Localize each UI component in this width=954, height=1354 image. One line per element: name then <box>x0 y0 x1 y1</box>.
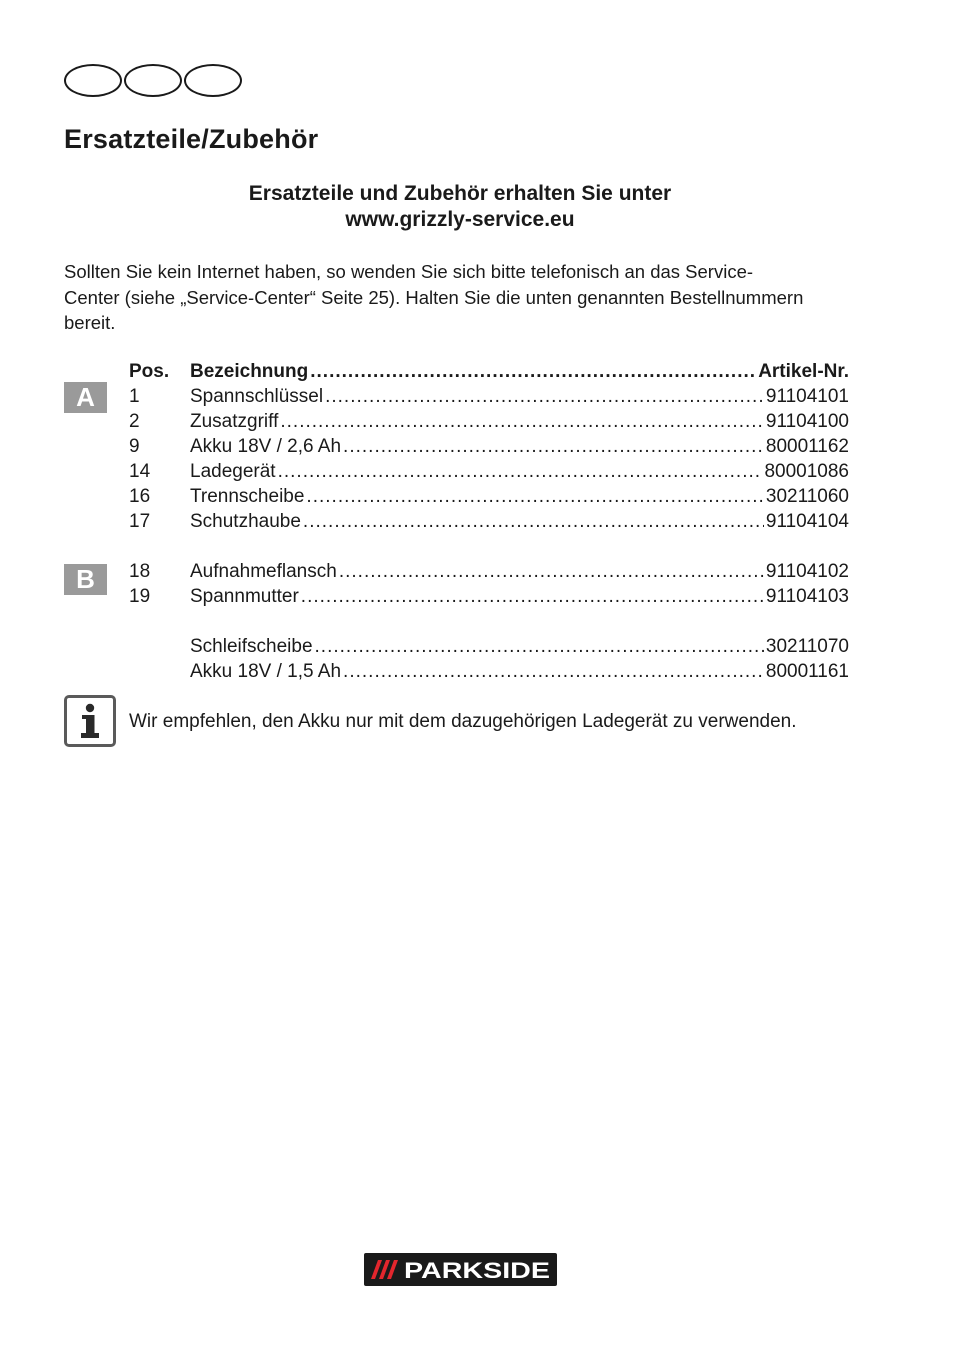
table-header <box>129 359 849 384</box>
figure-marker-a: A <box>64 382 107 413</box>
logo-text: PARKSIDE <box>404 1258 550 1283</box>
row-number: 91104104 <box>765 511 849 532</box>
subheading-line-1: Ersatzteile und Zubehör erhalten Sie unter <box>248 182 672 205</box>
table-row <box>129 459 849 484</box>
header-number: Artikel-Nr. <box>758 361 849 382</box>
row-name: Schutzhaube <box>190 511 301 532</box>
table-row <box>129 434 849 459</box>
row-number: 91104101 <box>765 386 849 407</box>
dot-leader <box>303 509 764 534</box>
info-icon-glyph <box>67 698 113 744</box>
row-name: Zusatzgriff <box>190 411 279 432</box>
page-title: Ersatzteile/Zubehör <box>64 124 319 154</box>
row-pos: 9 <box>129 436 140 457</box>
table-row <box>129 584 849 609</box>
row-number: 91104100 <box>765 411 849 432</box>
info-note: Wir empfehlen, den Akku nur mit dem dazugehörigen Ladegerät zu verwenden. <box>129 711 797 732</box>
intro-line: Sollten Sie kein Internet haben, so wenden Sie sich bitte telefonisch an das Service- <box>64 261 754 282</box>
row-number: 91104102 <box>765 561 849 582</box>
language-oval <box>64 64 122 97</box>
row-name: Schleifscheibe <box>190 636 313 657</box>
row-number: 91104103 <box>765 586 849 607</box>
dot-leader <box>325 384 764 409</box>
row-pos: 18 <box>129 561 151 582</box>
row-name: Spannmutter <box>190 586 299 607</box>
table-row <box>129 484 849 509</box>
language-oval <box>124 64 182 97</box>
row-number: 80001162 <box>765 436 849 457</box>
header-name: Bezeichnung <box>190 361 309 382</box>
intro-line: bereit. <box>64 312 116 333</box>
table-row <box>129 384 849 409</box>
header-pos: Pos. <box>129 361 170 382</box>
row-number: 30211070 <box>765 636 849 657</box>
language-ovals <box>64 64 242 97</box>
intro-line: Center (siehe „Service-Center“ Seite 25). Halten Sie die unten genannten Bestellnummern <box>64 286 804 308</box>
figure-marker-b: B <box>64 564 107 595</box>
parkside-logo <box>364 1253 557 1286</box>
row-name: Aufnahmeflansch <box>190 561 337 582</box>
table-row <box>129 409 849 434</box>
table-row <box>129 659 849 684</box>
dot-leader <box>315 634 764 659</box>
row-name: Akku 18V / 2,6 Ah <box>190 436 342 457</box>
table-row <box>129 559 849 584</box>
dot-leader <box>306 484 763 509</box>
dot-leader <box>339 559 764 584</box>
row-pos: 1 <box>129 386 140 407</box>
row-pos: 16 <box>129 486 151 507</box>
dot-leader <box>343 659 764 684</box>
dot-leader <box>310 359 756 384</box>
service-url: www.grizzly-service.eu <box>345 208 575 231</box>
dot-leader <box>280 409 764 434</box>
dot-leader <box>278 459 763 484</box>
dot-leader <box>301 584 764 609</box>
row-number: 30211060 <box>765 486 849 507</box>
table-row <box>129 634 849 659</box>
row-number: 80001086 <box>764 461 849 482</box>
row-number: 80001161 <box>765 661 849 682</box>
row-name: Trennscheibe <box>190 486 305 507</box>
row-pos: 14 <box>129 461 151 482</box>
row-name: Spannschlüssel <box>190 386 324 407</box>
table-row <box>129 509 849 534</box>
row-pos: 19 <box>129 586 151 607</box>
row-pos: 2 <box>129 411 140 432</box>
row-pos: 17 <box>129 511 151 532</box>
row-name: Ladegerät <box>190 461 276 482</box>
intro-paragraph <box>64 259 864 336</box>
language-oval <box>184 64 242 97</box>
info-icon <box>64 695 116 747</box>
dot-leader <box>343 434 764 459</box>
row-name: Akku 18V / 1,5 Ah <box>190 661 342 682</box>
